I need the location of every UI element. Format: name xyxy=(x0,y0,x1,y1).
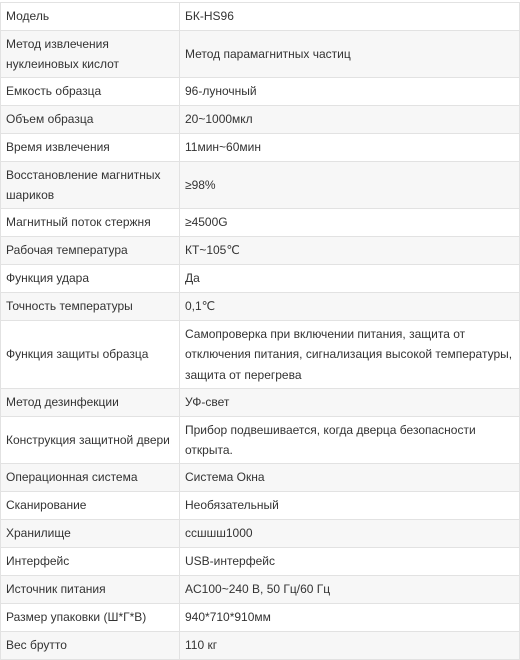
table-row xyxy=(1,106,520,134)
table-row xyxy=(1,548,520,576)
table-row xyxy=(1,576,520,604)
spec-value: Метод парамагнитных частиц xyxy=(180,31,520,78)
spec-label: Вес брутто xyxy=(1,632,180,660)
spec-value: 96-луночный xyxy=(180,78,520,106)
spec-label: Размер упаковки (Ш*Г*В) xyxy=(1,604,180,632)
spec-label: Рабочая температура xyxy=(1,237,180,265)
spec-value: ≥4500G xyxy=(180,209,520,237)
spec-value: 110 кг xyxy=(180,632,520,660)
table-row xyxy=(1,265,520,293)
table-row xyxy=(1,31,520,78)
spec-value: ссшшш1000 xyxy=(180,520,520,548)
table-row xyxy=(1,321,520,389)
spec-value: Необязательный xyxy=(180,492,520,520)
table-row xyxy=(1,209,520,237)
spec-label: Восстановление магнитных шариков xyxy=(1,162,180,209)
spec-value: Система Окна xyxy=(180,464,520,492)
table-row xyxy=(1,162,520,209)
spec-value: ≥98% xyxy=(180,162,520,209)
spec-label: Хранилище xyxy=(1,520,180,548)
spec-value: USB-интерфейс xyxy=(180,548,520,576)
spec-value: 940*710*910мм xyxy=(180,604,520,632)
specifications-table xyxy=(0,2,520,660)
table-row xyxy=(1,520,520,548)
spec-value: 11мин~60мин xyxy=(180,134,520,162)
table-row xyxy=(1,78,520,106)
table-row xyxy=(1,134,520,162)
spec-label: Интерфейс xyxy=(1,548,180,576)
spec-label: Функция защиты образца xyxy=(1,321,180,389)
table-row xyxy=(1,237,520,265)
table-row xyxy=(1,293,520,321)
spec-label: Модель xyxy=(1,3,180,31)
spec-value: Да xyxy=(180,265,520,293)
spec-value: AC100~240 В, 50 Гц/60 Гц xyxy=(180,576,520,604)
table-row xyxy=(1,604,520,632)
table-row xyxy=(1,632,520,660)
spec-label: Конструкция защитной двери xyxy=(1,417,180,464)
spec-label: Сканирование xyxy=(1,492,180,520)
spec-label: Точность температуры xyxy=(1,293,180,321)
spec-value: КТ~105℃ xyxy=(180,237,520,265)
spec-label: Операционная система xyxy=(1,464,180,492)
table-row xyxy=(1,3,520,31)
spec-value: Прибор подвешивается, когда дверца безопасности открыта. xyxy=(180,417,520,464)
spec-label: Объем образца xyxy=(1,106,180,134)
spec-label: Емкость образца xyxy=(1,78,180,106)
table-row xyxy=(1,417,520,464)
spec-label: Магнитный поток стержня xyxy=(1,209,180,237)
spec-value: УФ-свет xyxy=(180,389,520,417)
spec-label: Источник питания xyxy=(1,576,180,604)
table-row xyxy=(1,492,520,520)
spec-value: Самопроверка при включении питания, защита от отключения питания, сигнализация высокой температуры, защита от перегрева xyxy=(180,321,520,389)
spec-label: Время извлечения xyxy=(1,134,180,162)
table-row xyxy=(1,464,520,492)
spec-label: Функция удара xyxy=(1,265,180,293)
spec-label: Метод дезинфекции xyxy=(1,389,180,417)
table-row xyxy=(1,389,520,417)
spec-value: БК-HS96 xyxy=(180,3,520,31)
spec-value: 0,1℃ xyxy=(180,293,520,321)
spec-value: 20~1000мкл xyxy=(180,106,520,134)
spec-label: Метод извлечения нуклеиновых кислот xyxy=(1,31,180,78)
